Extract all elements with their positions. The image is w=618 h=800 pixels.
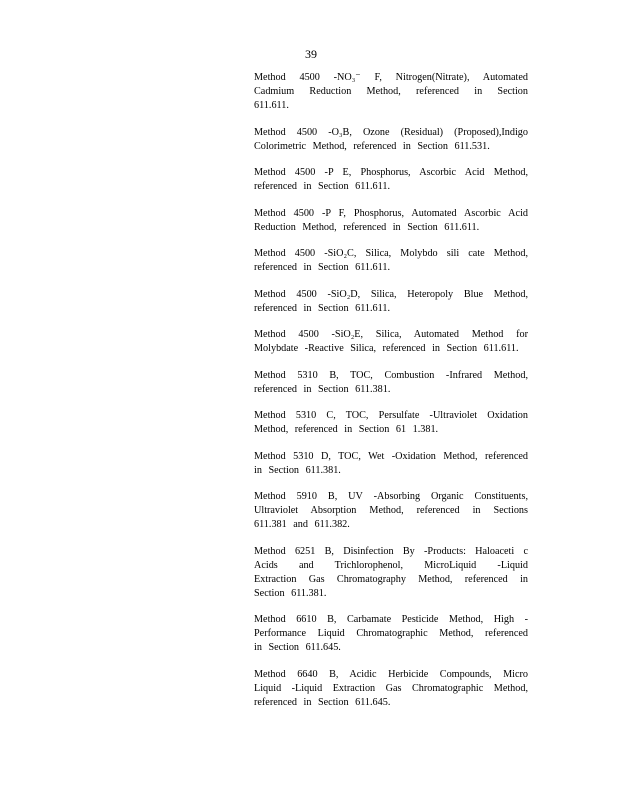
entry-line: Method 4500 -SiO₂C, Silica, Molybdo sili cate Method, (254, 248, 528, 259)
method-reference-entry (254, 409, 528, 437)
entry-line: Colorimetric Method, referenced in Section 611.531. (254, 140, 490, 152)
entry-line: Method 5910 B, UV -Absorbing Organic Constituents, (254, 491, 528, 502)
entry-line: Method 4500 -P E, Phosphorus, Ascorbic Acid Method, (254, 167, 528, 178)
method-reference-entry (254, 71, 528, 113)
method-reference-entry (254, 166, 528, 194)
method-reference-entry (254, 490, 528, 532)
entry-line: referenced in Section 611.611. (254, 262, 390, 273)
entry-line: Method 4500 -P F, Phosphorus, Automated Ascorbic Acid (254, 207, 528, 219)
method-reference-entry (254, 545, 528, 601)
entry-line: referenced in Section 611.381. (254, 383, 391, 395)
entry-line: referenced in Section 611.611. (254, 302, 390, 314)
method-reference-entry (254, 207, 528, 235)
entry-line: Method 4500 -O₃B, Ozone (Residual) (Proposed),Indigo (254, 126, 528, 138)
entry-line: Ultraviolet Absorption Method, referenced in Sections (254, 505, 528, 516)
entry-line: Method, referenced in Section 61 1.381. (254, 424, 439, 435)
entry-line: Molybdate -Reactive Silica, referenced in Section 611.611. (254, 343, 519, 354)
method-reference-entry (254, 668, 528, 710)
entry-line: Acids and Trichlorophenol, MicroLiquid -Liquid (254, 559, 528, 571)
entry-line: Method 4500 -NO₃⁻ F, Nitrogen(Nitrate), Automated (254, 72, 528, 83)
entry-line: in Section 611.381. (254, 464, 341, 476)
entry-line: Cadmium Reduction Method, referenced in Section (254, 86, 528, 97)
method-reference-entry (254, 247, 528, 275)
entry-line: Method 6610 B, Carbamate Pesticide Method, High - (254, 614, 528, 625)
method-reference-entry (254, 369, 528, 397)
entry-line: referenced in Section 611.611. (254, 181, 390, 192)
entry-line: Performance Liquid Chromatographic Method, referenced (254, 628, 528, 639)
method-reference-entry (254, 450, 528, 478)
entry-line: Section 611.381. (254, 587, 327, 599)
entry-line: in Section 611.645. (254, 642, 341, 653)
entry-line: Extraction Gas Chromatography Method, referenced in (254, 573, 528, 585)
entry-line: Liquid -Liquid Extraction Gas Chromatographic Method, (254, 682, 528, 694)
entry-line: 611.611. (254, 100, 289, 111)
method-reference-entry (254, 288, 528, 316)
entry-line: Method 4500 -SiO₂E, Silica, Automated Method for (254, 329, 528, 340)
entry-line: Method 4500 -SiO₂D, Silica, Heteropoly Blue Method, (254, 288, 528, 300)
entry-line: referenced in Section 611.645. (254, 696, 391, 708)
entry-line: Method 6251 B, Disinfection By -Products: Haloaceti c (254, 545, 528, 557)
entry-line: 611.381 and 611.382. (254, 519, 350, 530)
entry-line: Method 6640 B, Acidic Herbicide Compounds, Micro (254, 668, 528, 680)
method-reference-entry (254, 126, 528, 154)
entry-line: Method 5310 D, TOC, Wet -Oxidation Method, referenced (254, 450, 528, 462)
entry-line: Method 5310 B, TOC, Combustion -Infrared Method, (254, 369, 528, 381)
entry-line: Reduction Method, referenced in Section 611.611. (254, 221, 480, 233)
method-reference-entry (254, 613, 528, 655)
method-reference-entry (254, 328, 528, 356)
entry-line: Method 5310 C, TOC, Persulfate -Ultraviolet Oxidation (254, 410, 528, 421)
page-number: 39 (305, 47, 317, 61)
method-reference-list (254, 71, 528, 722)
